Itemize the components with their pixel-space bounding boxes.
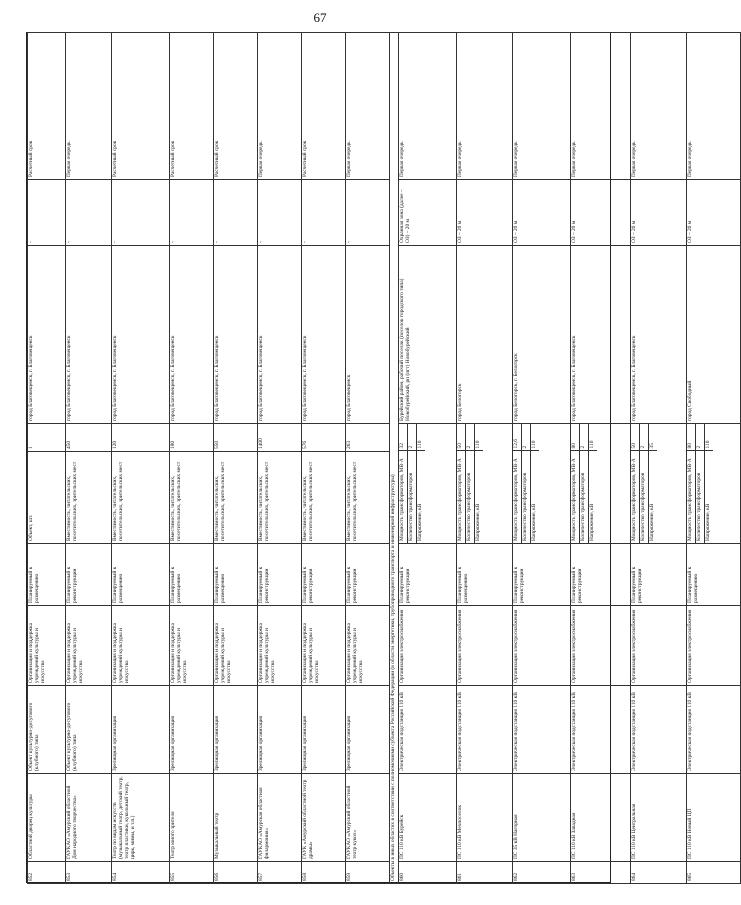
object-status: Планируемый к размещению bbox=[112, 544, 170, 606]
parameter-label: Напряжение, кВ bbox=[588, 451, 596, 543]
object-purpose: Организация электроснабжения bbox=[456, 606, 512, 686]
char-value: 576 bbox=[302, 424, 346, 452]
object-location: город Белогорск, г. Белогорск bbox=[512, 246, 570, 424]
term: Первая очередь bbox=[398, 33, 456, 180]
char-label: Вместимость, читательских, посетительских, зрительских мест bbox=[112, 452, 170, 544]
parameter-row bbox=[648, 423, 656, 543]
parameter-label: Напряжение, кВ bbox=[416, 451, 424, 543]
row-number: 865 bbox=[686, 862, 740, 884]
object-name: ПС 35 кВ Нагорная bbox=[512, 774, 570, 862]
parameters-subtable bbox=[631, 423, 657, 543]
parameter-row bbox=[571, 423, 579, 543]
object-parameters bbox=[456, 424, 512, 544]
object-purpose: Организация и поддержка учреждений культуры и искусства bbox=[214, 606, 258, 686]
object-type: Электрическая подстанция 110 кВ bbox=[686, 686, 740, 774]
object-purpose: Организация и поддержка учреждений культуры и искусства bbox=[66, 606, 112, 686]
parameter-value: 2 bbox=[695, 423, 704, 451]
parameter-label: Количество трансформаторов bbox=[521, 451, 530, 543]
parameter-row bbox=[639, 423, 648, 543]
object-type: Электрическая подстанция 110 кВ bbox=[570, 686, 630, 774]
table-row bbox=[170, 33, 214, 884]
parameter-value: 110 bbox=[588, 440, 595, 449]
parameter-value: 80 bbox=[571, 423, 579, 451]
parameters-subtable bbox=[457, 423, 483, 543]
parameter-value: 110 bbox=[416, 440, 423, 449]
parameter-value: 12,6 bbox=[513, 423, 521, 451]
parameter-label: Мощность трансформаторов, МВ·А bbox=[399, 451, 407, 543]
object-parameters bbox=[570, 424, 630, 544]
object-location: город Благовещенск, г. Благовещенск bbox=[28, 246, 66, 424]
object-location: город Благовещенск, г. Благовещенск bbox=[570, 246, 630, 424]
object-location: город Благовещенск, г. Благовещенск bbox=[112, 246, 170, 424]
row-number: 859 bbox=[346, 862, 390, 884]
object-purpose: Организация и поддержка учреждений культуры и искусства bbox=[346, 606, 390, 686]
zone: - bbox=[302, 180, 346, 246]
object-status: Планируемый к реконструкции bbox=[398, 544, 456, 606]
term: Первая очередь bbox=[686, 33, 740, 180]
parameters-subtable bbox=[687, 423, 713, 543]
parameters-subtable bbox=[571, 423, 597, 543]
object-type: Электрическая подстанция 110 кВ bbox=[456, 686, 512, 774]
object-purpose: Организация электроснабжения bbox=[630, 606, 686, 686]
object-purpose: Организация и поддержка учреждений культуры и искусства bbox=[170, 606, 214, 686]
object-location: город Белогорск bbox=[456, 246, 512, 424]
object-status: Планируемый к размещению bbox=[170, 544, 214, 606]
row-number: 853 bbox=[66, 862, 112, 884]
object-location: Бурейский район, рабочий поселок (поселок городского типа) Новобурейский, рп (пгт) Новобурейский bbox=[398, 246, 456, 424]
term: Расчетный срок bbox=[214, 33, 258, 180]
term: Расчетный срок bbox=[112, 33, 170, 180]
object-type: Зрелищная организация bbox=[214, 686, 258, 774]
zone: - bbox=[112, 180, 170, 246]
char-value: 1 bbox=[28, 424, 66, 452]
object-purpose: Организация электроснабжения bbox=[686, 606, 740, 686]
table-row bbox=[570, 33, 630, 884]
objects-table bbox=[27, 32, 741, 884]
zone: Охранная зона (далее – ОЗ) – 20 м bbox=[398, 180, 456, 246]
char-value: 450 bbox=[66, 424, 112, 452]
object-name: ПС 110 кВ Центральная bbox=[630, 774, 686, 862]
parameter-value: 35 bbox=[648, 443, 655, 449]
char-label: Вместимость, читательских, посетительских, зрительских мест bbox=[214, 452, 258, 544]
object-name: ПС 110 кВ Мехпоселок bbox=[456, 774, 512, 862]
object-status: Планируемый к размещению bbox=[214, 544, 258, 606]
table-row bbox=[112, 33, 170, 884]
object-purpose: Организация и поддержка учреждений культуры и искусства bbox=[258, 606, 302, 686]
parameter-row bbox=[407, 423, 416, 543]
parameter-value: 110 bbox=[530, 440, 537, 449]
term: Первая очередь bbox=[570, 33, 630, 180]
parameter-label: Количество трансформаторов bbox=[465, 451, 474, 543]
row-number: 854 bbox=[112, 862, 170, 884]
char-value: 180 bbox=[170, 424, 214, 452]
parameter-row bbox=[704, 423, 712, 543]
parameter-label: Мощность трансформаторов, МВ·А bbox=[571, 451, 579, 543]
object-location: город Благовещенск, г. Благовещенск bbox=[214, 246, 258, 424]
object-parameters bbox=[512, 424, 570, 544]
object-name: ПС 110 кВ Бурейск bbox=[398, 774, 456, 862]
zone: ОЗ – 20 м bbox=[512, 180, 570, 246]
parameter-row bbox=[530, 423, 538, 543]
parameter-row bbox=[695, 423, 704, 543]
char-label: Объект, шт. bbox=[28, 452, 66, 544]
parameter-value: 80 bbox=[687, 423, 695, 451]
term: Первая очередь bbox=[512, 33, 570, 180]
object-status: Планируемый к реконструкции bbox=[630, 544, 686, 606]
parameter-value: 2 bbox=[579, 423, 588, 451]
section-title: Объекты в иных областях в соответствии с полномочиями субъекта Российской Федерации (в области энергетики, трубопроводного транспорта и инженерной инфраструктуры) bbox=[390, 33, 399, 884]
parameter-value: 2 bbox=[639, 423, 648, 451]
object-location: город Благовещенск, г. Благовещенск bbox=[258, 246, 302, 424]
row-number: 862 bbox=[512, 862, 570, 884]
term: Первая очередь bbox=[258, 33, 302, 180]
zone: - bbox=[66, 180, 112, 246]
object-location: город Свободный bbox=[686, 246, 740, 424]
zone: - bbox=[28, 180, 66, 246]
object-purpose: Организация электроснабжения bbox=[570, 606, 630, 686]
object-type: Объект культурно-досугового (клубного) типа bbox=[28, 686, 66, 774]
row-number: 852 bbox=[28, 862, 66, 884]
term: Первая очередь bbox=[456, 33, 512, 180]
parameter-value: 110 bbox=[474, 440, 481, 449]
char-label: Вместимость, читательских, посетительских, зрительских мест bbox=[170, 452, 214, 544]
object-type: Объект культурно-досугового (клубного) типа bbox=[66, 686, 112, 774]
zone: ОЗ – 20 м bbox=[456, 180, 512, 246]
row-number: 855 bbox=[170, 862, 214, 884]
parameter-row bbox=[588, 423, 596, 543]
char-label: Вместимость, читательских, посетительских, зрительских мест bbox=[258, 452, 302, 544]
table-row bbox=[512, 33, 570, 884]
parameter-row bbox=[521, 423, 530, 543]
table-row bbox=[346, 33, 390, 884]
parameter-label: Напряжение, кВ bbox=[648, 451, 656, 543]
object-name: Областной дворец культуры bbox=[28, 774, 66, 862]
table-row bbox=[630, 33, 686, 884]
parameter-label: Количество трансформаторов bbox=[695, 451, 704, 543]
object-parameters bbox=[398, 424, 456, 544]
object-location: город Благовещенск bbox=[346, 246, 390, 424]
table-row bbox=[258, 33, 302, 884]
object-type: Электрическая подстанция 110 кВ bbox=[630, 686, 686, 774]
object-purpose: Организация и поддержка учреждений культуры и искусства bbox=[112, 606, 170, 686]
term: Первая очередь bbox=[630, 33, 686, 180]
object-status: Планируемый к реконструкции bbox=[570, 544, 630, 606]
parameter-label: Мощность трансформаторов, МВ·А bbox=[631, 451, 639, 543]
char-value: 1400 bbox=[258, 424, 302, 452]
object-name: Театр по видам искусств (музыкальный театр, детский театр, театр пластики, кукольный театр, цирк, мимы, и т.п.) bbox=[112, 774, 170, 862]
object-type: Зрелищная организация bbox=[170, 686, 214, 774]
parameters-subtable bbox=[399, 423, 425, 543]
row-number: 861 bbox=[456, 862, 512, 884]
object-location: город Благовещенск, г. Благовещенск bbox=[630, 246, 686, 424]
zone: - bbox=[214, 180, 258, 246]
row-number: 857 bbox=[258, 862, 302, 884]
parameter-row bbox=[416, 423, 424, 543]
char-value: 263 bbox=[346, 424, 390, 452]
object-name: Музыкальный театр bbox=[214, 774, 258, 862]
zone: ОЗ – 20 м bbox=[686, 180, 740, 246]
char-value: 120 bbox=[112, 424, 170, 452]
term: Расчетный срок bbox=[170, 33, 214, 180]
table-row bbox=[214, 33, 258, 884]
parameter-row bbox=[399, 423, 407, 543]
term: Первая очередь bbox=[66, 33, 112, 180]
zone: ОЗ – 20 м bbox=[570, 180, 630, 246]
table-row bbox=[686, 33, 740, 884]
object-parameters bbox=[630, 424, 686, 544]
row-number: 864 bbox=[630, 862, 686, 884]
parameter-value: 110 bbox=[704, 440, 711, 449]
parameter-label: Мощность трансформаторов, МВ·А bbox=[457, 451, 465, 543]
object-status: Планируемый к реконструкции bbox=[346, 544, 390, 606]
object-purpose: Организация и поддержка учреждений культуры и искусства bbox=[302, 606, 346, 686]
object-status: Планируемый к реконструкции bbox=[512, 544, 570, 606]
parameter-row bbox=[465, 423, 474, 543]
parameter-row bbox=[579, 423, 588, 543]
parameter-row bbox=[631, 423, 639, 543]
parameter-row bbox=[687, 423, 695, 543]
object-name: Театр юного зрителя bbox=[170, 774, 214, 862]
parameter-label: Напряжение, кВ bbox=[704, 451, 712, 543]
object-type: Зрелищная организация bbox=[302, 686, 346, 774]
object-type: Электрическая подстанция 110 кВ bbox=[512, 686, 570, 774]
object-status: Планируемый к реконструкции bbox=[258, 544, 302, 606]
parameter-label: Напряжение, кВ bbox=[474, 451, 482, 543]
table-row bbox=[302, 33, 346, 884]
char-value: 550 bbox=[214, 424, 258, 452]
object-name: ПС 110 кВ Новый ЦП bbox=[686, 774, 740, 862]
row-number: 858 bbox=[302, 862, 346, 884]
section-row bbox=[390, 33, 399, 884]
object-parameters bbox=[686, 424, 740, 544]
table-row bbox=[456, 33, 512, 884]
object-location: город Благовещенск, г. Благовещенск bbox=[170, 246, 214, 424]
object-status: Планируемый к размещению bbox=[686, 544, 740, 606]
object-name: ГАУКАО «Амурская областная филармония» bbox=[258, 774, 302, 862]
parameter-row bbox=[513, 423, 521, 543]
char-label: Вместимость, читательских, посетительских, зрительских мест bbox=[66, 452, 112, 544]
page-number: 67 bbox=[313, 10, 327, 25]
parameters-subtable bbox=[513, 423, 539, 543]
zone: ОЗ – 20 м bbox=[630, 180, 686, 246]
object-status: Планируемый к реконструкции bbox=[66, 544, 112, 606]
object-type: Зрелищная организация bbox=[346, 686, 390, 774]
object-status: Планируемый к реконструкции bbox=[302, 544, 346, 606]
object-purpose: Организация электроснабжения bbox=[512, 606, 570, 686]
object-status: Планируемый к размещению bbox=[28, 544, 66, 606]
parameter-value: 2 bbox=[521, 423, 530, 451]
parameter-row bbox=[457, 423, 465, 543]
object-name: ПС 110 кВ Западная bbox=[570, 774, 630, 862]
table-row bbox=[66, 33, 112, 884]
parameter-value: 32 bbox=[399, 423, 407, 451]
parameter-value: 50 bbox=[631, 423, 639, 451]
object-type: Зрелищная организация bbox=[112, 686, 170, 774]
char-label: Вместимость, читательских, посетительских, зрительских мест bbox=[302, 452, 346, 544]
object-name: ГАУКАО «Амурский областной театр кукол» bbox=[346, 774, 390, 862]
parameter-label: Количество трансформаторов bbox=[639, 451, 648, 543]
object-purpose: Организация электроснабжения bbox=[398, 606, 456, 686]
zone: - bbox=[258, 180, 302, 246]
row-number: 856 bbox=[214, 862, 258, 884]
row-number: 863 bbox=[570, 862, 630, 884]
parameter-label: Мощность трансформаторов, МВ·А bbox=[513, 451, 521, 543]
table-row bbox=[28, 33, 66, 884]
parameter-row bbox=[474, 423, 482, 543]
object-name: ГАУК «Амурский областной театр драмы» bbox=[302, 774, 346, 862]
rotated-table-container bbox=[27, 33, 711, 884]
term: Расчетный срок bbox=[302, 33, 346, 180]
parameter-value: 2 bbox=[407, 423, 416, 451]
row-number: 860 bbox=[398, 862, 456, 884]
object-location: город Благовещенск, г. Благовещенск bbox=[302, 246, 346, 424]
object-name: ГАУКАО «Амурский областной Дом народного творчества» bbox=[66, 774, 112, 862]
zone: - bbox=[170, 180, 214, 246]
table-row bbox=[398, 33, 456, 884]
parameter-value: 2 bbox=[465, 423, 474, 451]
parameter-label: Напряжение, кВ bbox=[530, 451, 538, 543]
object-type: Зрелищная организация bbox=[258, 686, 302, 774]
parameter-label: Количество трансформаторов bbox=[407, 451, 416, 543]
object-location: город Благовещенск, г. Благовещенск bbox=[66, 246, 112, 424]
object-status: Планируемый к размещению bbox=[456, 544, 512, 606]
parameter-label: Мощность трансформаторов, МВ·А bbox=[687, 451, 695, 543]
term: Первая очередь bbox=[346, 33, 390, 180]
zone: - bbox=[346, 180, 390, 246]
object-type: Электрическая подстанция 110 кВ bbox=[398, 686, 456, 774]
parameter-label: Количество трансформаторов bbox=[579, 451, 588, 543]
object-purpose: Организация и поддержка учреждений культуры и искусства bbox=[28, 606, 66, 686]
document-page bbox=[26, 32, 711, 883]
parameter-value: 50 bbox=[457, 423, 465, 451]
term: Расчетный срок bbox=[28, 33, 66, 180]
char-label: Вместимость, читательских, посетительских, зрительских мест bbox=[346, 452, 390, 544]
